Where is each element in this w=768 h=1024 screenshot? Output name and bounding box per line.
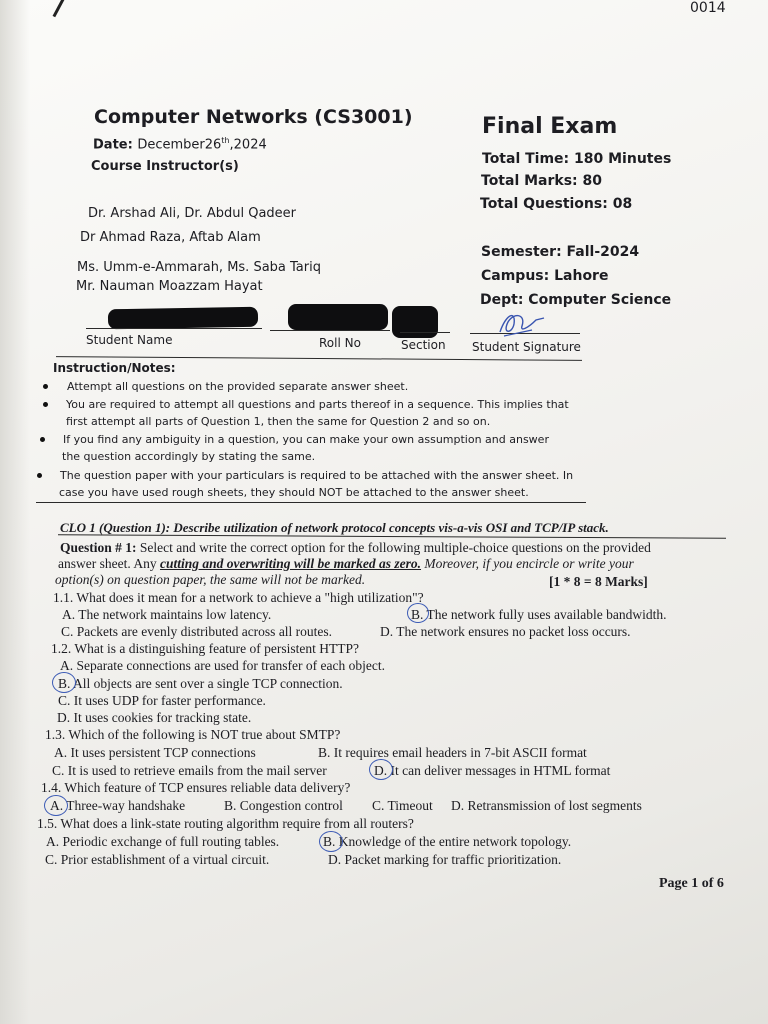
mcq-1-5-option-d: D. Packet marking for traffic prioritization. xyxy=(328,852,562,867)
answer-circle xyxy=(52,672,76,693)
instruction-2-cont: first attempt all parts of Question 1, then the same for Question 2 and so on. xyxy=(66,415,491,428)
divider xyxy=(36,502,586,503)
bullet xyxy=(43,402,48,407)
mcq-1-2-option-b: B. All objects are sent over a single TCP connection. xyxy=(58,676,343,691)
mcq-1-1-question: 1.1. What does it mean for a network to achieve a "high utilization"? xyxy=(53,590,424,605)
instruction-3: If you find any ambiguity in a question, you can make your own assumption and answer xyxy=(63,433,549,446)
roll-line xyxy=(270,330,390,331)
mcq-1-5-option-a: A. Periodic exchange of full routing tables. xyxy=(46,834,280,849)
mcq-1-5-option-c: C. Prior establishment of a virtual circuit. xyxy=(45,852,270,867)
instructions-title: Instruction/Notes: xyxy=(53,361,176,375)
page-footer: Page 1 of 6 xyxy=(659,876,724,891)
show-through-text xyxy=(450,712,454,727)
instruction-1: Attempt all questions on the provided separate answer sheet. xyxy=(67,380,409,393)
redacted-name xyxy=(108,307,258,330)
instruction-4-cont: case you have used rough sheets, they should NOT be attached to the answer sheet. xyxy=(59,486,529,499)
mcq-1-2-option-c: C. It uses UDP for faster performance. xyxy=(58,693,266,708)
mcq-1-1-option-c: C. Packets are evenly distributed across all routes. xyxy=(61,624,333,639)
student-name-label: Student Name xyxy=(86,333,173,347)
bullet xyxy=(40,437,45,442)
mcq-1-4-question: 1.4. Which feature of TCP ensures reliable data delivery? xyxy=(41,780,351,795)
course-title: Computer Networks (CS3001) xyxy=(94,106,413,128)
question-1-line-3: option(s) on question paper, the same will not be marked. xyxy=(55,572,366,587)
mcq-1-2-option-a: A. Separate connections are used for transfer of each object. xyxy=(60,658,385,673)
question-1-text: Select and write the correct option for the following multiple-choice questions on the provided xyxy=(136,540,651,555)
instruction-2: You are required to attempt all questions and parts thereof in a sequence. This implies that xyxy=(66,398,569,411)
instructor-line-4: Mr. Nauman Moazzam Hayat xyxy=(76,279,263,294)
instruction-3-cont: the question accordingly by stating the same. xyxy=(62,450,316,463)
paper-fold-shadow xyxy=(0,0,30,1024)
total-questions: Total Questions: 08 xyxy=(480,196,633,212)
exam-title: Final Exam xyxy=(482,114,618,139)
mcq-1-1-option-d: D. The network ensures no packet loss occurs. xyxy=(380,624,631,639)
instructors-label: Course Instructor(s) xyxy=(91,159,239,174)
mcq-1-3-option-b: B. It requires email headers in 7-bit ASCII format xyxy=(318,745,587,760)
section-label: Section xyxy=(401,338,446,352)
mcq-1-2-option-d: D. It uses cookies for tracking state. xyxy=(57,710,252,725)
semester: Semester: Fall-2024 xyxy=(481,244,640,260)
mcq-1-1-option-a: A. The network maintains low latency. xyxy=(62,607,272,622)
answer-circle xyxy=(319,831,343,852)
bullet xyxy=(37,473,42,478)
mcq-1-3-option-d: D. It can deliver messages in HTML format xyxy=(374,763,611,778)
instructor-line-2: Dr Ahmad Raza, Aftab Alam xyxy=(80,230,261,245)
question-1-line-1 xyxy=(60,540,651,556)
total-time: Total Time: 180 Minutes xyxy=(482,151,672,167)
date-label: Date: xyxy=(93,137,138,153)
mcq-1-3-question: 1.3. Which of the following is NOT true about SMTP? xyxy=(45,727,341,742)
question-1-line-2 xyxy=(58,556,634,572)
name-line xyxy=(86,328,262,329)
date-sup: th xyxy=(221,136,230,145)
question-1-text-a: answer sheet. Any xyxy=(58,556,160,571)
clo-heading: CLO 1 (Question 1): Describe utilization of network protocol concepts vis-a-vis OSI and TCP/IP stack. xyxy=(60,520,609,535)
mcq-1-4-option-a: A. Three-way handshake xyxy=(50,798,186,813)
mcq-1-4-option-b: B. Congestion control xyxy=(224,798,343,813)
roll-no-label: Roll No xyxy=(319,336,361,350)
campus: Campus: Lahore xyxy=(481,268,609,284)
bullet xyxy=(43,384,48,389)
mcq-1-1-option-b: B. The network fully uses available bandwidth. xyxy=(411,607,667,622)
question-1-marks: [1 * 8 = 8 Marks] xyxy=(549,574,648,589)
answer-circle xyxy=(44,795,68,816)
answer-circle xyxy=(369,759,393,780)
date-year: ,2024 xyxy=(229,137,267,153)
mcq-1-3-option-c: C. It is used to retrieve emails from the mail server xyxy=(52,763,327,778)
date-value: December26 xyxy=(137,137,222,153)
total-marks: Total Marks: 80 xyxy=(481,173,603,189)
page-number-top: 0014 xyxy=(690,0,726,16)
question-1-text-c: Moreover, if you encircle or write your xyxy=(421,556,634,571)
question-1-label: Question # 1: xyxy=(60,540,137,555)
student-signature-label: Student Signature xyxy=(472,340,581,354)
question-1-warning: cutting and overwriting will be marked as zero. xyxy=(159,556,422,571)
instructor-line-3: Ms. Umm-e-Ammarah, Ms. Saba Tariq xyxy=(77,260,321,275)
mcq-1-3-option-a: A. It uses persistent TCP connections xyxy=(54,745,256,760)
mcq-1-2-question: 1.2. What is a distinguishing feature of persistent HTTP? xyxy=(51,641,359,656)
mcq-1-5-question: 1.5. What does a link-state routing algorithm require from all routers? xyxy=(37,816,414,831)
instructor-line-1: Dr. Arshad Ali, Dr. Abdul Qadeer xyxy=(88,206,297,221)
mcq-1-5-option-b: B. Knowledge of the entire network topology. xyxy=(323,834,572,849)
instruction-4: The question paper with your particulars is required to be attached with the answer sheet. In xyxy=(60,469,574,482)
mcq-1-4-option-c: C. Timeout xyxy=(372,798,433,813)
signature-scribble xyxy=(492,306,552,340)
section-line xyxy=(400,332,450,333)
mcq-1-4-option-d: D. Retransmission of lost segments xyxy=(451,798,642,813)
pen-mark xyxy=(53,0,67,17)
answer-circle xyxy=(407,603,429,623)
redacted-roll xyxy=(288,304,388,330)
redacted-section xyxy=(392,306,438,338)
exam-date xyxy=(93,136,267,152)
department: Dept: Computer Science xyxy=(480,292,672,308)
